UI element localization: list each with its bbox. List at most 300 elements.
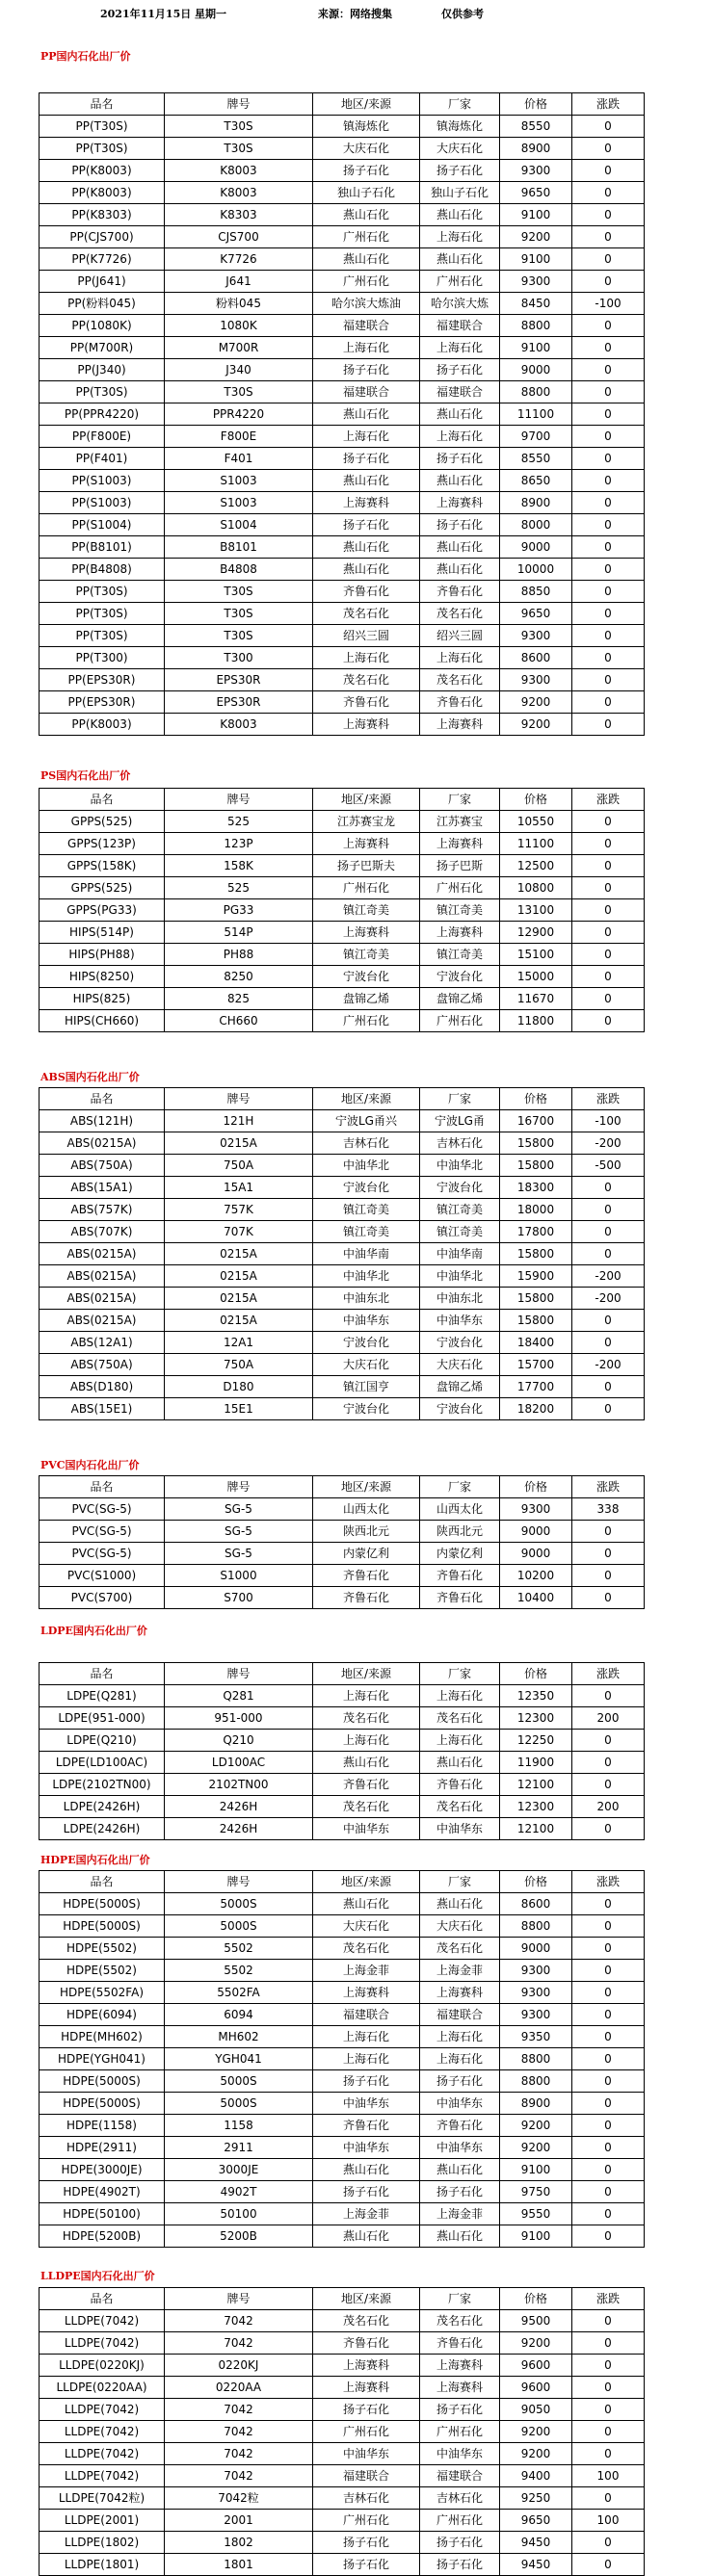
table-cell: 158K — [165, 855, 313, 877]
column-header: 价格 — [500, 1088, 572, 1110]
table-cell: PVC(SG-5) — [40, 1543, 165, 1565]
column-header: 厂家 — [420, 1476, 500, 1498]
table-cell: MH602 — [165, 2026, 313, 2048]
table-cell: 15800 — [500, 1132, 572, 1155]
table-cell: 12100 — [500, 1774, 572, 1796]
table-row — [40, 1982, 645, 2004]
table-cell: HDPE(3000JE) — [40, 2159, 165, 2181]
table-cell: S700 — [165, 1587, 313, 1609]
table-row — [40, 714, 645, 736]
table-cell: PP(T30S) — [40, 603, 165, 625]
table-cell: 2426H — [165, 1818, 313, 1840]
table-cell: 中油华北 — [313, 1265, 420, 1288]
table-cell: 8900 — [500, 2093, 572, 2115]
table-cell: PP(K7726) — [40, 248, 165, 271]
table-cell: HDPE(5502FA) — [40, 1982, 165, 2004]
table-cell: 茂名石化 — [420, 1938, 500, 1960]
table-cell: 吉林石化 — [420, 1132, 500, 1155]
table-cell: 镇海炼化 — [420, 116, 500, 138]
table-row — [40, 2355, 645, 2377]
table-cell: 1158 — [165, 2115, 313, 2137]
table-cell: HDPE(MH602) — [40, 2026, 165, 2048]
table-cell: 扬子石化 — [313, 2181, 420, 2203]
table-cell: LDPE(2426H) — [40, 1796, 165, 1818]
table-cell: 福建联合 — [420, 2465, 500, 2487]
table-cell: HIPS(CH660) — [40, 1010, 165, 1032]
column-header: 品名 — [40, 1476, 165, 1498]
table-cell: ABS(0215A) — [40, 1265, 165, 1288]
table-header-row — [40, 2288, 645, 2310]
column-header: 地区/来源 — [313, 93, 420, 116]
table-cell: SG-5 — [165, 1521, 313, 1543]
table-cell: 15100 — [500, 944, 572, 966]
table-cell: 4902T — [165, 2181, 313, 2203]
table-cell: 9200 — [500, 226, 572, 248]
ldpe-section-title: LDPE国内石化出厂价 — [40, 1625, 147, 1637]
table-cell: 16700 — [500, 1110, 572, 1132]
table-cell: 100 — [572, 2465, 645, 2487]
table-cell: 茂名石化 — [313, 1707, 420, 1730]
table-cell: 上海石化 — [420, 647, 500, 669]
table-row — [40, 1796, 645, 1818]
table-cell: PP(T300) — [40, 647, 165, 669]
table-cell: 525 — [165, 877, 313, 899]
table-cell: 0220AA — [165, 2377, 313, 2399]
table-cell: 山西太化 — [420, 1498, 500, 1521]
table-cell: 燕山石化 — [420, 1893, 500, 1915]
table-cell: 盘锦乙烯 — [420, 988, 500, 1010]
table-cell: GPPS(158K) — [40, 855, 165, 877]
table-cell: 9200 — [500, 2421, 572, 2443]
table-cell: 燕山石化 — [313, 2159, 420, 2181]
table-cell: LDPE(2102TN00) — [40, 1774, 165, 1796]
table-cell: 9250 — [500, 2487, 572, 2510]
table-cell: 上海石化 — [313, 1730, 420, 1752]
table-cell: 扬子石化 — [313, 2532, 420, 2554]
column-header: 地区/来源 — [313, 1088, 420, 1110]
table-cell: 0 — [572, 2181, 645, 2203]
table-cell: 951-000 — [165, 1707, 313, 1730]
table-row — [40, 2203, 645, 2225]
table-cell: PP(K8003) — [40, 182, 165, 204]
table-cell: 0 — [572, 1982, 645, 2004]
table-cell: 0 — [572, 2048, 645, 2070]
table-cell: 0 — [572, 625, 645, 647]
table-cell: 750A — [165, 1155, 313, 1177]
table-row — [40, 2070, 645, 2093]
table-row — [40, 2048, 645, 2070]
table-row — [40, 470, 645, 492]
table-cell: 10550 — [500, 811, 572, 833]
table-cell: 525 — [165, 811, 313, 833]
table-cell: 燕山石化 — [420, 403, 500, 426]
table-row — [40, 647, 645, 669]
table-cell: 0 — [572, 204, 645, 226]
pp-section-title: PP国内石化出厂价 — [40, 50, 131, 63]
table-row — [40, 1565, 645, 1587]
table-cell: 宁波台化 — [420, 1177, 500, 1199]
column-header: 厂家 — [420, 1663, 500, 1685]
table-header-row — [40, 1663, 645, 1685]
table-cell: 0 — [572, 426, 645, 448]
table-cell: T30S — [165, 625, 313, 647]
table-row — [40, 1155, 645, 1177]
table-cell: 12300 — [500, 1796, 572, 1818]
table-cell: 中油华北 — [420, 1265, 500, 1288]
table-cell: 大庆石化 — [313, 138, 420, 160]
table-row — [40, 988, 645, 1010]
table-cell: 9300 — [500, 1982, 572, 2004]
table-cell: 吉林石化 — [313, 1132, 420, 1155]
table-cell: 0 — [572, 403, 645, 426]
table-cell: PP(EPS30R) — [40, 669, 165, 691]
table-cell: SG-5 — [165, 1498, 313, 1521]
table-cell: PP(粉料045) — [40, 293, 165, 315]
table-cell: 上海石化 — [313, 426, 420, 448]
table-cell: LLDPE(7042) — [40, 2332, 165, 2355]
table-cell: -200 — [572, 1132, 645, 1155]
table-cell: 17800 — [500, 1221, 572, 1243]
table-row — [40, 2159, 645, 2181]
table-cell: LLDPE(2001) — [40, 2510, 165, 2532]
table-row — [40, 1707, 645, 1730]
table-cell: S1003 — [165, 492, 313, 514]
column-header: 品名 — [40, 1663, 165, 1685]
table-cell: 8550 — [500, 116, 572, 138]
table-row — [40, 536, 645, 559]
column-header: 地区/来源 — [313, 1663, 420, 1685]
table-cell: 上海赛科 — [313, 2355, 420, 2377]
table-cell: 757K — [165, 1199, 313, 1221]
table-cell: 0 — [572, 470, 645, 492]
column-header: 涨跌 — [572, 1088, 645, 1110]
table-cell: 9200 — [500, 691, 572, 714]
table-cell: 8250 — [165, 966, 313, 988]
table-cell: 17700 — [500, 1376, 572, 1398]
table-cell: 0 — [572, 1543, 645, 1565]
table-header-row — [40, 789, 645, 811]
table-cell: 齐鲁石化 — [313, 581, 420, 603]
table-cell: GPPS(123P) — [40, 833, 165, 855]
table-cell: LLDPE(0220AA) — [40, 2377, 165, 2399]
table-cell: 燕山石化 — [420, 1752, 500, 1774]
table-cell: 0 — [572, 1177, 645, 1199]
table-cell: HDPE(5000S) — [40, 2070, 165, 2093]
table-cell: 0 — [572, 2225, 645, 2248]
table-cell: 0 — [572, 2399, 645, 2421]
table-cell: 9000 — [500, 536, 572, 559]
table-cell: -100 — [572, 293, 645, 315]
table-cell: 福建联合 — [313, 2465, 420, 2487]
table-row — [40, 2310, 645, 2332]
table-cell: 0 — [572, 2203, 645, 2225]
table-cell: 0 — [572, 160, 645, 182]
table-cell: T30S — [165, 581, 313, 603]
table-cell: 9000 — [500, 1543, 572, 1565]
table-cell: 12250 — [500, 1730, 572, 1752]
table-cell: 9300 — [500, 625, 572, 647]
table-cell: PP(T30S) — [40, 381, 165, 403]
table-row — [40, 116, 645, 138]
table-cell: -200 — [572, 1288, 645, 1310]
table-cell: 2426H — [165, 1796, 313, 1818]
table-cell: 9200 — [500, 2443, 572, 2465]
table-cell: 福建联合 — [313, 315, 420, 337]
table-cell: ABS(D180) — [40, 1376, 165, 1398]
table-cell: 燕山石化 — [420, 2225, 500, 2248]
table-cell: LDPE(Q281) — [40, 1685, 165, 1707]
table-cell: 0 — [572, 877, 645, 899]
table-cell: LD100AC — [165, 1752, 313, 1774]
table-cell: LDPE(Q210) — [40, 1730, 165, 1752]
table-cell: 中油华东 — [313, 2093, 420, 2115]
table-cell: 上海赛科 — [313, 2377, 420, 2399]
table-cell: 9100 — [500, 337, 572, 359]
table-cell: 9600 — [500, 2355, 572, 2377]
table-row — [40, 1685, 645, 1707]
table-cell: 12100 — [500, 1818, 572, 1840]
table-cell: 中油华北 — [313, 1155, 420, 1177]
table-cell: 扬子巴斯 — [420, 855, 500, 877]
table-cell: 福建联合 — [420, 315, 500, 337]
column-header: 厂家 — [420, 1088, 500, 1110]
table-cell: 7042 — [165, 2443, 313, 2465]
table-cell: 上海石化 — [420, 426, 500, 448]
table-cell: PP(T30S) — [40, 625, 165, 647]
table-cell: 宁波LG甬 — [420, 1110, 500, 1132]
table-cell: 0 — [572, 1752, 645, 1774]
table-cell: 0 — [572, 714, 645, 736]
table-cell: 盘锦乙烯 — [420, 1376, 500, 1398]
table-cell: 3000JE — [165, 2159, 313, 2181]
table-cell: PP(T30S) — [40, 116, 165, 138]
table-cell: 燕山石化 — [313, 1752, 420, 1774]
table-row — [40, 1498, 645, 1521]
table-cell: J340 — [165, 359, 313, 381]
table-cell: 茂名石化 — [313, 603, 420, 625]
table-cell: 15000 — [500, 966, 572, 988]
column-header: 品名 — [40, 2288, 165, 2310]
table-cell: 123P — [165, 833, 313, 855]
table-cell: 0 — [572, 811, 645, 833]
table-cell: Q210 — [165, 1730, 313, 1752]
table-cell: 0 — [572, 1938, 645, 1960]
table-cell: 9500 — [500, 2310, 572, 2332]
table-row — [40, 1752, 645, 1774]
ldpe-price-table — [39, 1662, 645, 1840]
pvc-price-table — [39, 1475, 645, 1609]
table-row — [40, 1310, 645, 1332]
table-cell: PVC(SG-5) — [40, 1521, 165, 1543]
table-cell: 上海石化 — [420, 337, 500, 359]
table-cell: 镇江奇美 — [313, 1221, 420, 1243]
table-cell: 福建联合 — [420, 381, 500, 403]
table-cell: 齐鲁石化 — [420, 1565, 500, 1587]
table-cell: 广州石化 — [420, 877, 500, 899]
table-cell: HIPS(PH88) — [40, 944, 165, 966]
table-cell: 7042粒 — [165, 2487, 313, 2510]
table-cell: 13100 — [500, 899, 572, 922]
table-cell: 15E1 — [165, 1398, 313, 1420]
table-cell: 0 — [572, 2487, 645, 2510]
table-row — [40, 403, 645, 426]
column-header: 品名 — [40, 1871, 165, 1893]
column-header: 地区/来源 — [313, 1476, 420, 1498]
table-cell: 0 — [572, 1221, 645, 1243]
table-cell: ABS(121H) — [40, 1110, 165, 1132]
table-cell: 中油华东 — [420, 1310, 500, 1332]
table-cell: 中油东北 — [420, 1288, 500, 1310]
table-cell: 8550 — [500, 448, 572, 470]
table-cell: 广州石化 — [420, 2421, 500, 2443]
table-row — [40, 2115, 645, 2137]
table-row — [40, 2510, 645, 2532]
column-header: 地区/来源 — [313, 2288, 420, 2310]
table-cell: 9400 — [500, 2465, 572, 2487]
table-cell: T30S — [165, 138, 313, 160]
table-cell: 0 — [572, 988, 645, 1010]
table-cell: 燕山石化 — [313, 536, 420, 559]
column-header: 厂家 — [420, 93, 500, 116]
table-cell: 镇海炼化 — [313, 116, 420, 138]
table-cell: 扬子石化 — [420, 160, 500, 182]
table-cell: ABS(0215A) — [40, 1132, 165, 1155]
table-cell: 茂名石化 — [313, 2310, 420, 2332]
table-cell: 9100 — [500, 2225, 572, 2248]
table-header-row — [40, 1871, 645, 1893]
table-row — [40, 603, 645, 625]
ps-section-title: PS国内石化出厂价 — [40, 769, 131, 782]
table-cell: 内蒙亿利 — [313, 1543, 420, 1565]
table-cell: 9200 — [500, 2115, 572, 2137]
table-cell: ABS(707K) — [40, 1221, 165, 1243]
table-row — [40, 1243, 645, 1265]
table-cell: 15700 — [500, 1354, 572, 1376]
table-cell: 0 — [572, 1398, 645, 1420]
table-cell: 0 — [572, 944, 645, 966]
table-row — [40, 691, 645, 714]
table-cell: -500 — [572, 1155, 645, 1177]
table-cell: 中油华北 — [420, 1155, 500, 1177]
table-cell: HIPS(825) — [40, 988, 165, 1010]
abs-price-table — [39, 1087, 645, 1420]
table-cell: 中油华南 — [420, 1243, 500, 1265]
table-cell: 齐鲁石化 — [420, 581, 500, 603]
table-cell: EPS30R — [165, 669, 313, 691]
table-cell: 燕山石化 — [313, 248, 420, 271]
table-header-row — [40, 1088, 645, 1110]
column-header: 品名 — [40, 1088, 165, 1110]
table-cell: 茂名石化 — [420, 1707, 500, 1730]
table-cell: 9450 — [500, 2532, 572, 2554]
table-cell: 0 — [572, 248, 645, 271]
table-cell: 扬子石化 — [313, 160, 420, 182]
table-cell: PP(T30S) — [40, 138, 165, 160]
table-cell: 0 — [572, 1243, 645, 1265]
table-cell: M700R — [165, 337, 313, 359]
table-row — [40, 2225, 645, 2248]
table-cell: HDPE(YGH041) — [40, 2048, 165, 2070]
table-cell: 0 — [572, 2443, 645, 2465]
column-header: 价格 — [500, 1476, 572, 1498]
table-cell: 0 — [572, 559, 645, 581]
table-cell: 8800 — [500, 2048, 572, 2070]
table-cell: GPPS(525) — [40, 811, 165, 833]
table-cell: 707K — [165, 1221, 313, 1243]
table-row — [40, 226, 645, 248]
table-cell: 9700 — [500, 426, 572, 448]
table-cell: 燕山石化 — [420, 470, 500, 492]
table-cell: ABS(750A) — [40, 1155, 165, 1177]
table-cell: 上海赛科 — [420, 492, 500, 514]
table-cell: 上海赛科 — [313, 922, 420, 944]
table-row — [40, 2137, 645, 2159]
column-header: 价格 — [500, 789, 572, 811]
table-cell: 15800 — [500, 1288, 572, 1310]
column-header: 价格 — [500, 1871, 572, 1893]
column-header: 牌号 — [165, 2288, 313, 2310]
table-row — [40, 855, 645, 877]
table-cell: 15900 — [500, 1265, 572, 1288]
table-cell: 茂名石化 — [420, 1796, 500, 1818]
table-cell: 镇江奇美 — [420, 899, 500, 922]
table-cell: 燕山石化 — [420, 536, 500, 559]
table-cell: 9350 — [500, 2026, 572, 2048]
table-cell: HDPE(5502) — [40, 1938, 165, 1960]
table-cell: 上海石化 — [313, 2048, 420, 2070]
table-cell: 8850 — [500, 581, 572, 603]
table-cell: 9600 — [500, 2377, 572, 2399]
table-cell: HDPE(5000S) — [40, 1893, 165, 1915]
table-cell: 9300 — [500, 669, 572, 691]
table-cell: 上海赛科 — [420, 1982, 500, 2004]
table-cell: Q281 — [165, 1685, 313, 1707]
table-cell: 扬子石化 — [313, 359, 420, 381]
table-cell: 燕山石化 — [313, 2225, 420, 2248]
table-cell: 9650 — [500, 182, 572, 204]
table-cell: 5502FA — [165, 1982, 313, 2004]
table-cell: 扬子石化 — [313, 2554, 420, 2576]
table-cell: 11900 — [500, 1752, 572, 1774]
lldpe-section-title: LLDPE国内石化出厂价 — [40, 2270, 155, 2282]
table-cell: 独山子石化 — [313, 182, 420, 204]
table-cell: LDPE(951-000) — [40, 1707, 165, 1730]
table-row — [40, 2093, 645, 2115]
table-cell: 独山子石化 — [420, 182, 500, 204]
table-cell: 18400 — [500, 1332, 572, 1354]
table-cell: LLDPE(7042粒) — [40, 2487, 165, 2510]
table-cell: 燕山石化 — [420, 2159, 500, 2181]
table-cell: 9000 — [500, 1938, 572, 1960]
table-cell: 0 — [572, 492, 645, 514]
table-row — [40, 492, 645, 514]
hdpe-section-title: HDPE国内石化出厂价 — [40, 1854, 150, 1866]
table-cell: 10400 — [500, 1587, 572, 1609]
table-row — [40, 1010, 645, 1032]
table-cell: 上海石化 — [420, 2048, 500, 2070]
table-cell: 宁波台化 — [313, 1332, 420, 1354]
table-cell: 7042 — [165, 2399, 313, 2421]
table-cell: PVC(S700) — [40, 1587, 165, 1609]
table-cell: PPR4220 — [165, 403, 313, 426]
table-cell: 齐鲁石化 — [313, 2115, 420, 2137]
table-cell: 宁波台化 — [313, 1398, 420, 1420]
table-cell: 中油华东 — [420, 2443, 500, 2465]
table-cell: 上海赛科 — [313, 714, 420, 736]
table-cell: 0 — [572, 138, 645, 160]
table-cell: HIPS(514P) — [40, 922, 165, 944]
table-cell: 福建联合 — [313, 2004, 420, 2026]
